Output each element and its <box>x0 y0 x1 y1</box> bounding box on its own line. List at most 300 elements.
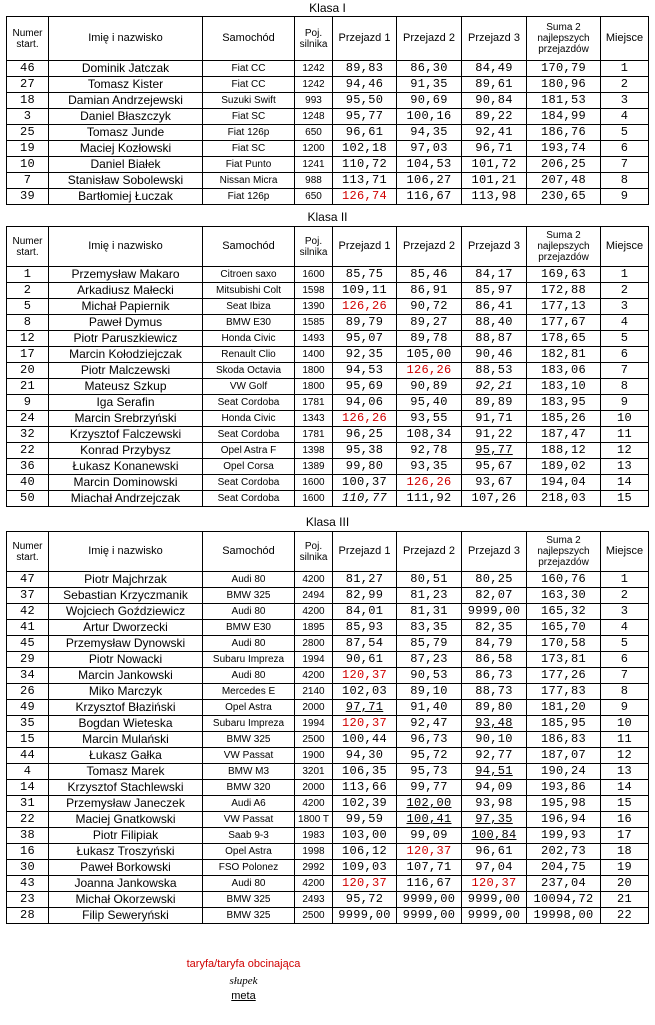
cell-num: 32 <box>7 427 49 443</box>
cell-p1: 126,26 <box>333 411 397 427</box>
cell-place: 19 <box>601 860 649 876</box>
cell-name: Łukasz Gałka <box>49 748 203 764</box>
cell-place: 8 <box>601 379 649 395</box>
cell-name: Bartłomiej Łuczak <box>49 189 203 205</box>
cell-car: Seat Cordoba <box>203 491 295 507</box>
cell-sum: 163,30 <box>527 588 601 604</box>
cell-p2: 107,71 <box>397 860 462 876</box>
cell-p2: 89,78 <box>397 331 462 347</box>
cell-p2: 90,89 <box>397 379 462 395</box>
cell-p3: 100,84 <box>462 828 527 844</box>
cell-p1: 87,54 <box>333 636 397 652</box>
cell-car: BMW 320 <box>203 780 295 796</box>
table-row <box>7 189 649 205</box>
cell-p1: 109,03 <box>333 860 397 876</box>
cell-num: 38 <box>7 828 49 844</box>
cell-num: 17 <box>7 347 49 363</box>
cell-car: Opel Astra <box>203 844 295 860</box>
cell-sum: 177,26 <box>527 668 601 684</box>
cell-num: 18 <box>7 93 49 109</box>
header-row <box>7 532 649 572</box>
cell-eng: 1998 <box>295 844 333 860</box>
cell-p2: 91,40 <box>397 700 462 716</box>
cell-p2: 95,72 <box>397 748 462 764</box>
cell-place: 2 <box>601 77 649 93</box>
cell-place: 15 <box>601 796 649 812</box>
cell-p3: 9999,00 <box>462 908 527 924</box>
cell-p1: 106,35 <box>333 764 397 780</box>
legend-underline: meta <box>231 990 256 1002</box>
header-name: Imię i nazwisko <box>49 532 203 572</box>
table-row <box>7 812 649 828</box>
cell-place: 21 <box>601 892 649 908</box>
cell-name: Dominik Jatczak <box>49 61 203 77</box>
cell-p3: 97,35 <box>462 812 527 828</box>
table-row <box>7 828 649 844</box>
cell-place: 1 <box>601 61 649 77</box>
cell-place: 7 <box>601 363 649 379</box>
cell-p1: 9999,00 <box>333 908 397 924</box>
cell-sum: 206,25 <box>527 157 601 173</box>
cell-car: BMW 325 <box>203 892 295 908</box>
cell-p1: 96,25 <box>333 427 397 443</box>
cell-p1: 92,35 <box>333 347 397 363</box>
cell-p2: 85,79 <box>397 636 462 652</box>
cell-name: Mateusz Szkup <box>49 379 203 395</box>
cell-name: Piotr Majchrzak <box>49 572 203 588</box>
cell-sum: 199,93 <box>527 828 601 844</box>
cell-name: Miachał Andrzejczak <box>49 491 203 507</box>
cell-car: Fiat CC <box>203 61 295 77</box>
header-name: Imię i nazwisko <box>49 227 203 267</box>
cell-p1: 95,38 <box>333 443 397 459</box>
cell-place: 13 <box>601 764 649 780</box>
cell-num: 15 <box>7 732 49 748</box>
cell-p3: 88,40 <box>462 315 527 331</box>
cell-num: 20 <box>7 363 49 379</box>
cell-name: Przemysław Janeczek <box>49 796 203 812</box>
cell-sum: 183,95 <box>527 395 601 411</box>
cell-car: Audi 80 <box>203 604 295 620</box>
cell-p1: 126,26 <box>333 299 397 315</box>
cell-p2: 95,73 <box>397 764 462 780</box>
cell-p3: 84,49 <box>462 61 527 77</box>
cell-sum: 193,74 <box>527 141 601 157</box>
cell-p2: 104,53 <box>397 157 462 173</box>
cell-num: 37 <box>7 588 49 604</box>
table-row <box>7 796 649 812</box>
cell-place: 12 <box>601 748 649 764</box>
cell-p1: 113,71 <box>333 173 397 189</box>
cell-p2: 89,10 <box>397 684 462 700</box>
cell-sum: 183,10 <box>527 379 601 395</box>
cell-place: 5 <box>601 636 649 652</box>
cell-p3: 95,67 <box>462 459 527 475</box>
cell-name: Krzysztof Błaziński <box>49 700 203 716</box>
cell-sum: 230,65 <box>527 189 601 205</box>
cell-car: Fiat SC <box>203 141 295 157</box>
cell-p1: 99,59 <box>333 812 397 828</box>
cell-car: FSO Polonez <box>203 860 295 876</box>
cell-p3: 92,77 <box>462 748 527 764</box>
cell-p2: 97,03 <box>397 141 462 157</box>
cell-sum: 181,53 <box>527 93 601 109</box>
cell-p2: 108,34 <box>397 427 462 443</box>
cell-sum: 189,02 <box>527 459 601 475</box>
cell-name: Piotr Filipiak <box>49 828 203 844</box>
cell-place: 4 <box>601 315 649 331</box>
header-p2: Przejazd 2 <box>397 227 462 267</box>
cell-p3: 89,22 <box>462 109 527 125</box>
cell-p3: 88,73 <box>462 684 527 700</box>
cell-p1: 109,11 <box>333 283 397 299</box>
cell-p3: 93,67 <box>462 475 527 491</box>
cell-p3: 101,72 <box>462 157 527 173</box>
cell-name: Tomasz Kister <box>49 77 203 93</box>
cell-sum: 188,12 <box>527 443 601 459</box>
table-row <box>7 780 649 796</box>
cell-eng: 1781 <box>295 395 333 411</box>
cell-car: Fiat Punto <box>203 157 295 173</box>
cell-p2: 116,67 <box>397 189 462 205</box>
table-row <box>7 347 649 363</box>
cell-p2: 81,31 <box>397 604 462 620</box>
cell-sum: 10094,72 <box>527 892 601 908</box>
cell-eng: 1389 <box>295 459 333 475</box>
table-row <box>7 732 649 748</box>
cell-car: BMW E30 <box>203 620 295 636</box>
cell-name: Konrad Przybysz <box>49 443 203 459</box>
cell-p2: 81,23 <box>397 588 462 604</box>
cell-p3: 84,17 <box>462 267 527 283</box>
cell-sum: 169,63 <box>527 267 601 283</box>
header-sum: Suma 2 najlepszych przejazdów <box>527 17 601 61</box>
cell-p1: 120,37 <box>333 876 397 892</box>
header-p3: Przejazd 3 <box>462 227 527 267</box>
cell-car: BMW 325 <box>203 732 295 748</box>
cell-num: 35 <box>7 716 49 732</box>
cell-p1: 95,77 <box>333 109 397 125</box>
cell-p1: 95,72 <box>333 892 397 908</box>
cell-place: 5 <box>601 125 649 141</box>
cell-num: 22 <box>7 443 49 459</box>
cell-p3: 92,41 <box>462 125 527 141</box>
cell-eng: 1585 <box>295 315 333 331</box>
cell-car: BMW M3 <box>203 764 295 780</box>
cell-car: Audi A6 <box>203 796 295 812</box>
cell-num: 49 <box>7 700 49 716</box>
cell-place: 1 <box>601 572 649 588</box>
cell-eng: 1248 <box>295 109 333 125</box>
cell-sum: 19998,00 <box>527 908 601 924</box>
cell-car: Honda Civic <box>203 411 295 427</box>
cell-place: 13 <box>601 459 649 475</box>
cell-num: 7 <box>7 173 49 189</box>
cell-place: 6 <box>601 347 649 363</box>
cell-p2: 91,35 <box>397 77 462 93</box>
cell-eng: 2140 <box>295 684 333 700</box>
cell-p1: 113,66 <box>333 780 397 796</box>
cell-p2: 85,46 <box>397 267 462 283</box>
cell-p2: 83,35 <box>397 620 462 636</box>
cell-num: 43 <box>7 876 49 892</box>
cell-place: 11 <box>601 732 649 748</box>
cell-eng: 2000 <box>295 700 333 716</box>
cell-name: Daniel Błaszczyk <box>49 109 203 125</box>
cell-p3: 95,77 <box>462 443 527 459</box>
cell-place: 8 <box>601 173 649 189</box>
cell-car: Opel Astra F <box>203 443 295 459</box>
cell-car: BMW 325 <box>203 908 295 924</box>
header-p1: Przejazd 1 <box>333 532 397 572</box>
table-row <box>7 427 649 443</box>
cell-p2: 9999,00 <box>397 908 462 924</box>
cell-p1: 94,46 <box>333 77 397 93</box>
cell-car: Honda Civic <box>203 331 295 347</box>
cell-num: 46 <box>7 61 49 77</box>
cell-p2: 87,23 <box>397 652 462 668</box>
table-row <box>7 588 649 604</box>
cell-name: Wojciech Goździewicz <box>49 604 203 620</box>
cell-sum: 190,24 <box>527 764 601 780</box>
cell-eng: 1983 <box>295 828 333 844</box>
cell-num: 19 <box>7 141 49 157</box>
cell-p1: 120,37 <box>333 668 397 684</box>
header-place: Miejsce <box>601 227 649 267</box>
class-2-title: Klasa II <box>307 210 348 224</box>
cell-place: 10 <box>601 411 649 427</box>
cell-name: Marcin Jankowski <box>49 668 203 684</box>
cell-num: 40 <box>7 475 49 491</box>
cell-p3: 82,35 <box>462 620 527 636</box>
cell-name: Sebastian Krzyczmanik <box>49 588 203 604</box>
cell-p1: 81,27 <box>333 572 397 588</box>
header-p2: Przejazd 2 <box>397 17 462 61</box>
cell-p3: 88,87 <box>462 331 527 347</box>
header-p1: Przejazd 1 <box>333 17 397 61</box>
cell-sum: 237,04 <box>527 876 601 892</box>
cell-num: 36 <box>7 459 49 475</box>
cell-num: 9 <box>7 395 49 411</box>
cell-place: 6 <box>601 141 649 157</box>
cell-p1: 110,72 <box>333 157 397 173</box>
table-row <box>7 748 649 764</box>
cell-eng: 1242 <box>295 77 333 93</box>
cell-name: Artur Dworzecki <box>49 620 203 636</box>
cell-p2: 93,35 <box>397 459 462 475</box>
header-row <box>7 17 649 61</box>
cell-num: 1 <box>7 267 49 283</box>
cell-place: 10 <box>601 716 649 732</box>
cell-car: Nissan Micra <box>203 173 295 189</box>
header-place: Miejsce <box>601 532 649 572</box>
cell-num: 3 <box>7 109 49 125</box>
table-row <box>7 77 649 93</box>
cell-name: Marcin Srebrzyński <box>49 411 203 427</box>
cell-sum: 160,76 <box>527 572 601 588</box>
cell-sum: 180,96 <box>527 77 601 93</box>
cell-car: Audi 80 <box>203 668 295 684</box>
cell-p1: 84,01 <box>333 604 397 620</box>
cell-car: BMW 325 <box>203 588 295 604</box>
header-row <box>7 227 649 267</box>
cell-num: 29 <box>7 652 49 668</box>
cell-name: Przemysław Dynowski <box>49 636 203 652</box>
cell-sum: 177,13 <box>527 299 601 315</box>
class-1-table <box>6 16 649 205</box>
cell-car: Mercedes E <box>203 684 295 700</box>
cell-place: 14 <box>601 475 649 491</box>
cell-car: Seat Ibiza <box>203 299 295 315</box>
cell-place: 9 <box>601 395 649 411</box>
cell-p1: 100,37 <box>333 475 397 491</box>
table-row <box>7 572 649 588</box>
cell-p2: 106,27 <box>397 173 462 189</box>
cell-p3: 92,21 <box>462 379 527 395</box>
cell-eng: 650 <box>295 125 333 141</box>
cell-sum: 187,07 <box>527 748 601 764</box>
cell-place: 9 <box>601 189 649 205</box>
cell-p2: 126,26 <box>397 363 462 379</box>
class-3-title: Klasa III <box>305 515 350 529</box>
cell-place: 20 <box>601 876 649 892</box>
cell-place: 5 <box>601 331 649 347</box>
table-row <box>7 716 649 732</box>
cell-sum: 178,65 <box>527 331 601 347</box>
cell-car: Fiat 126p <box>203 125 295 141</box>
cell-sum: 193,86 <box>527 780 601 796</box>
cell-car: Audi 80 <box>203 636 295 652</box>
table-row <box>7 844 649 860</box>
cell-place: 7 <box>601 157 649 173</box>
cell-num: 10 <box>7 157 49 173</box>
cell-place: 6 <box>601 652 649 668</box>
cell-sum: 181,20 <box>527 700 601 716</box>
cell-p1: 102,03 <box>333 684 397 700</box>
table-row <box>7 173 649 189</box>
cell-p3: 94,51 <box>462 764 527 780</box>
cell-place: 18 <box>601 844 649 860</box>
cell-p2: 102,00 <box>397 796 462 812</box>
cell-sum: 165,70 <box>527 620 601 636</box>
cell-car: Audi 80 <box>203 572 295 588</box>
cell-sum: 195,98 <box>527 796 601 812</box>
cell-p2: 89,27 <box>397 315 462 331</box>
cell-name: Krzysztof Stachlewski <box>49 780 203 796</box>
cell-p2: 90,53 <box>397 668 462 684</box>
table-row <box>7 283 649 299</box>
cell-p2: 80,51 <box>397 572 462 588</box>
cell-num: 45 <box>7 636 49 652</box>
table-row <box>7 459 649 475</box>
cell-p1: 95,07 <box>333 331 397 347</box>
cell-car: Seat Cordoba <box>203 475 295 491</box>
cell-p3: 101,21 <box>462 173 527 189</box>
cell-sum: 194,04 <box>527 475 601 491</box>
cell-num: 4 <box>7 764 49 780</box>
cell-p2: 90,69 <box>397 93 462 109</box>
cell-num: 50 <box>7 491 49 507</box>
cell-p1: 96,61 <box>333 125 397 141</box>
class-2-table <box>6 226 649 507</box>
cell-p2: 100,41 <box>397 812 462 828</box>
table-row <box>7 141 649 157</box>
cell-num: 22 <box>7 812 49 828</box>
cell-num: 21 <box>7 379 49 395</box>
table-row <box>7 475 649 491</box>
table-row <box>7 379 649 395</box>
cell-p3: 94,09 <box>462 780 527 796</box>
cell-p2: 95,40 <box>397 395 462 411</box>
cell-sum: 187,47 <box>527 427 601 443</box>
cell-car: Subaru Impreza <box>203 652 295 668</box>
cell-num: 31 <box>7 796 49 812</box>
cell-p2: 99,09 <box>397 828 462 844</box>
header-num: Numer start. <box>7 532 49 572</box>
cell-num: 23 <box>7 892 49 908</box>
cell-eng: 993 <box>295 93 333 109</box>
header-name: Imię i nazwisko <box>49 17 203 61</box>
cell-name: Bogdan Wieteska <box>49 716 203 732</box>
legend-red: taryfa/taryfa obcinająca <box>186 958 301 970</box>
cell-place: 15 <box>601 491 649 507</box>
cell-car: Fiat CC <box>203 77 295 93</box>
cell-p1: 85,75 <box>333 267 397 283</box>
cell-p3: 89,61 <box>462 77 527 93</box>
cell-p2: 90,72 <box>397 299 462 315</box>
cell-p2: 116,67 <box>397 876 462 892</box>
cell-car: VW Passat <box>203 812 295 828</box>
cell-p2: 92,78 <box>397 443 462 459</box>
cell-p1: 94,30 <box>333 748 397 764</box>
cell-eng: 1895 <box>295 620 333 636</box>
cell-p2: 94,35 <box>397 125 462 141</box>
cell-num: 8 <box>7 315 49 331</box>
cell-name: Krzysztof Falczewski <box>49 427 203 443</box>
cell-num: 42 <box>7 604 49 620</box>
cell-eng: 3201 <box>295 764 333 780</box>
cell-car: Subaru Impreza <box>203 716 295 732</box>
header-sum: Suma 2 najlepszych przejazdów <box>527 227 601 267</box>
cell-eng: 650 <box>295 189 333 205</box>
cell-p1: 106,12 <box>333 844 397 860</box>
table-row <box>7 363 649 379</box>
cell-car: Saab 9-3 <box>203 828 295 844</box>
header-eng: Poj. silnika <box>295 532 333 572</box>
cell-p2: 105,00 <box>397 347 462 363</box>
cell-num: 28 <box>7 908 49 924</box>
cell-p3: 91,71 <box>462 411 527 427</box>
table-row <box>7 93 649 109</box>
header-p1: Przejazd 1 <box>333 227 397 267</box>
cell-p3: 107,26 <box>462 491 527 507</box>
header-p3: Przejazd 3 <box>462 17 527 61</box>
cell-p3: 9999,00 <box>462 892 527 908</box>
table-row <box>7 61 649 77</box>
cell-p3: 84,79 <box>462 636 527 652</box>
cell-eng: 1994 <box>295 652 333 668</box>
cell-num: 25 <box>7 125 49 141</box>
cell-name: Przemysław Makaro <box>49 267 203 283</box>
cell-eng: 4200 <box>295 572 333 588</box>
cell-eng: 1600 <box>295 267 333 283</box>
cell-sum: 172,88 <box>527 283 601 299</box>
cell-car: BMW E30 <box>203 315 295 331</box>
cell-name: Maciej Kozłowski <box>49 141 203 157</box>
cell-eng: 1241 <box>295 157 333 173</box>
cell-num: 27 <box>7 77 49 93</box>
cell-name: Stanisław Sobolewski <box>49 173 203 189</box>
